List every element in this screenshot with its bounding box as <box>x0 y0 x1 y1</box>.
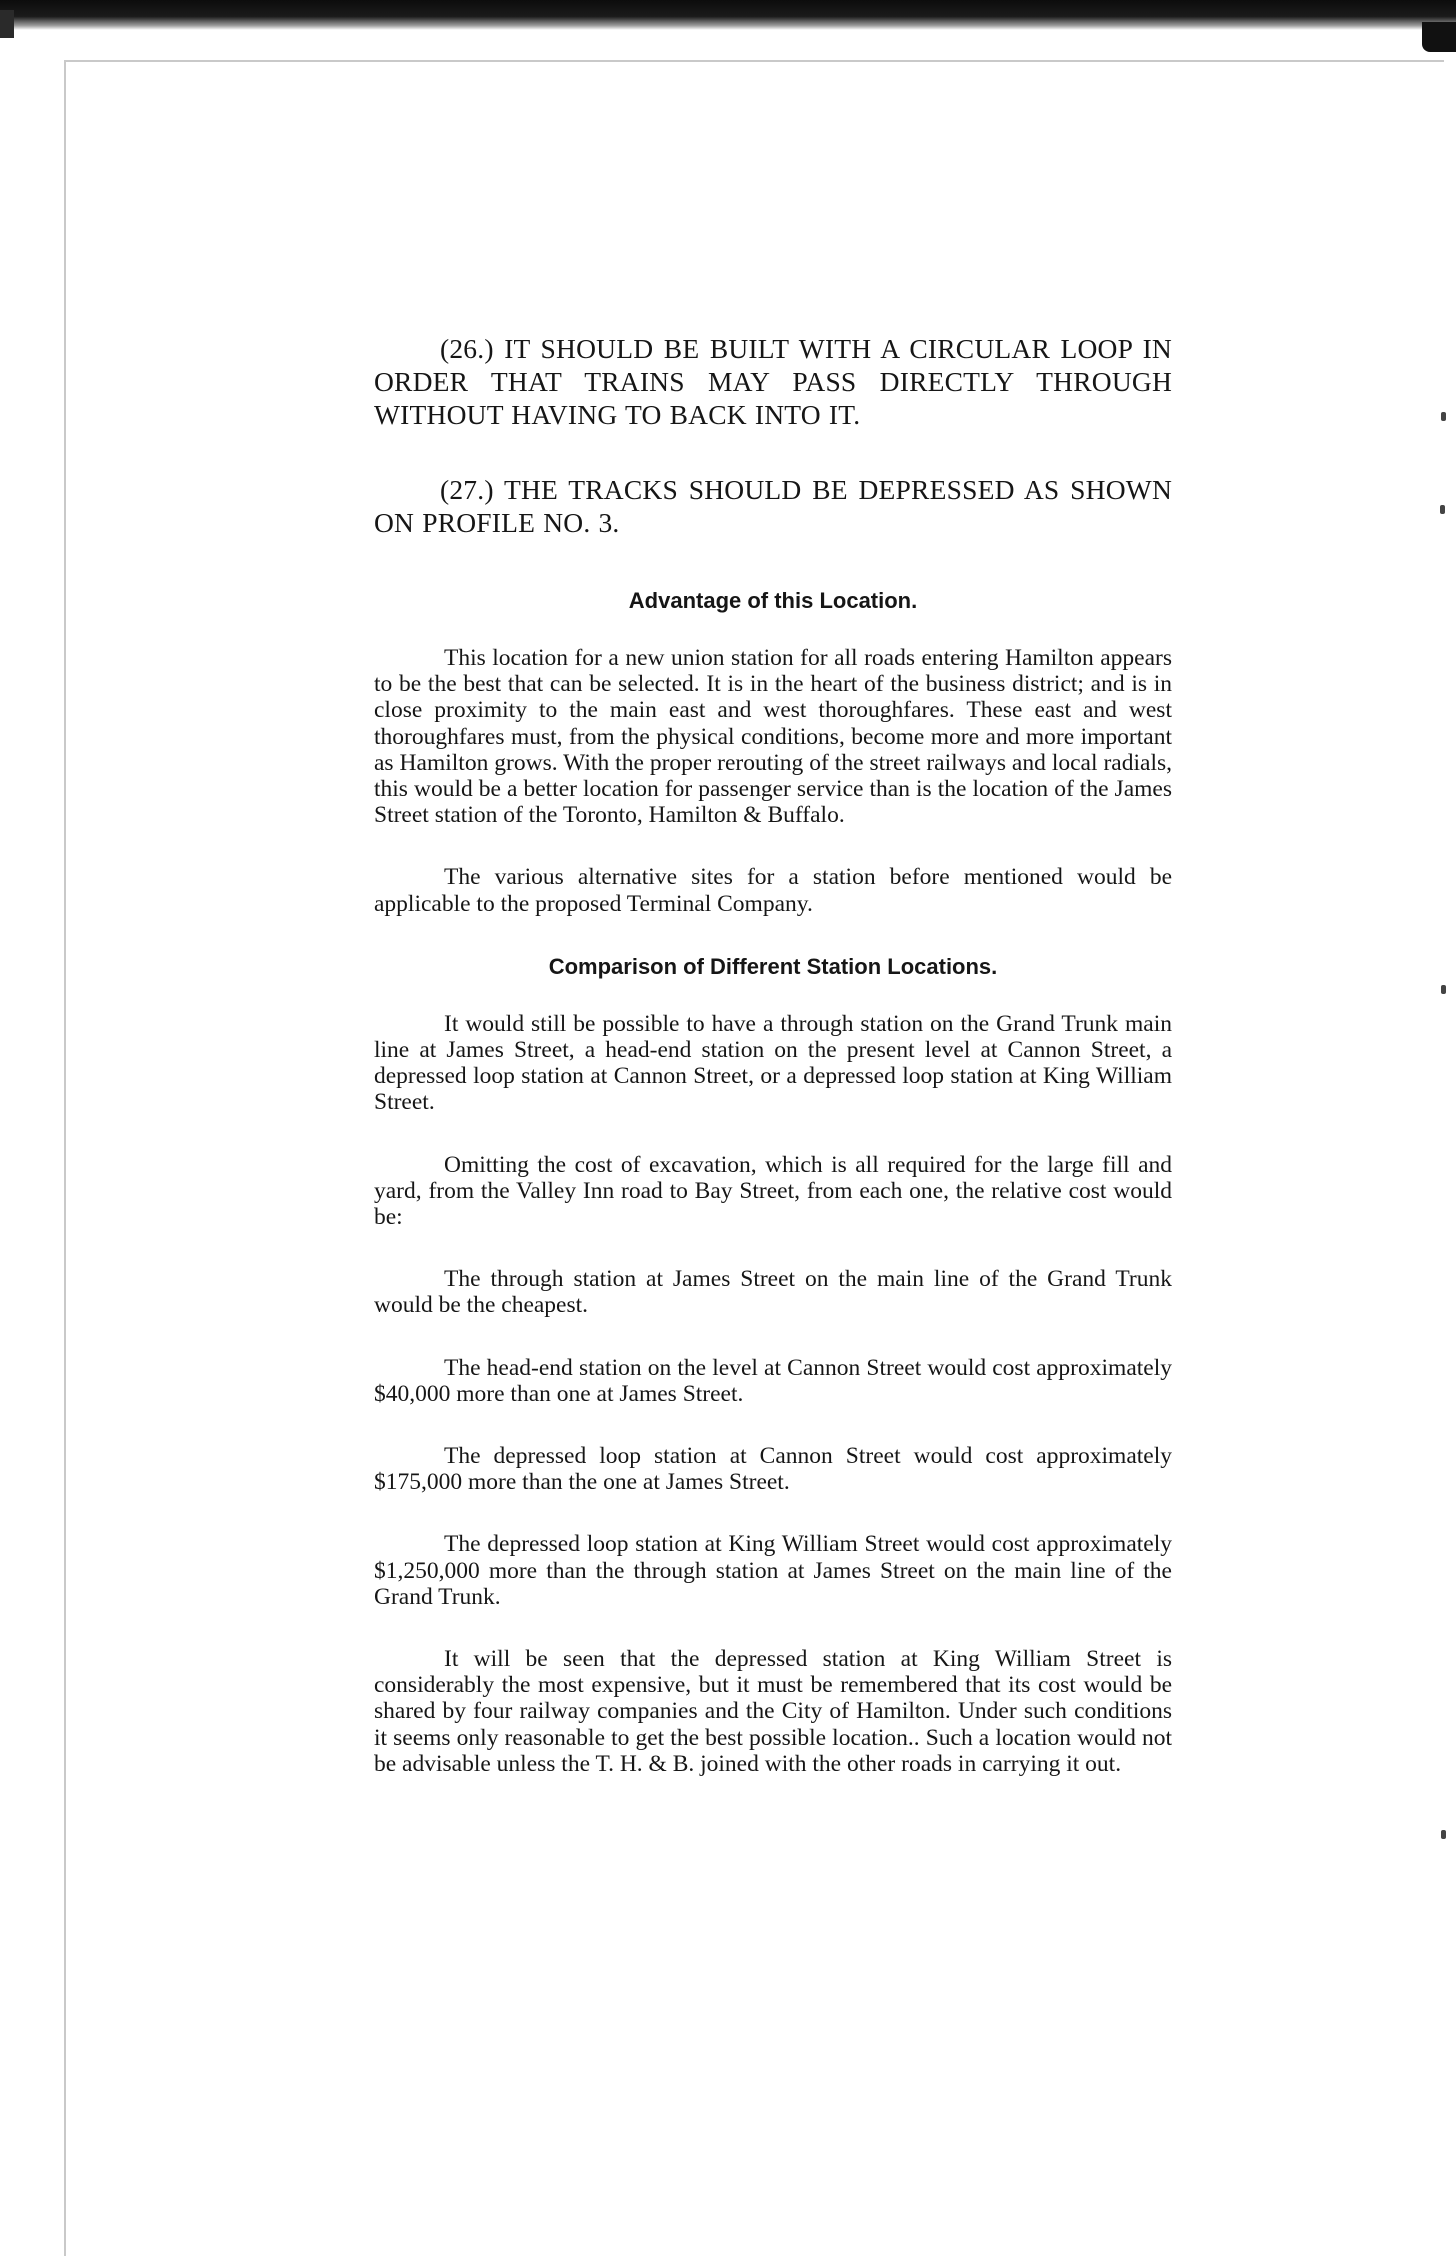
scan-edge-mark <box>0 10 14 38</box>
page-text <box>374 332 1172 1813</box>
scan-speck <box>1441 1830 1446 1839</box>
comparison-paragraph-5: The depressed loop station at Cannon Street would cost approximately $175,000 more than the one at James Street. <box>374 1443 1172 1496</box>
heading-advantage: Advantage of this Location. <box>628 588 918 613</box>
advantage-paragraph-2: The various alternative sites for a station before mentioned would be applicable to the proposed Terminal Company. <box>374 864 1172 917</box>
comparison-paragraph-3: The through station at James Street on the main line of the Grand Trunk would be the cheapest. <box>374 1266 1172 1319</box>
comparison-paragraph-1: It would still be possible to have a through station on the Grand Trunk main line at James Street, a head-end station on the present level at Cannon Street, a depressed loop station at Cannon Street, or a depressed loop station at King William Street. <box>374 1010 1172 1116</box>
scan-speck <box>1440 505 1445 514</box>
paragraph-27: (27.) THE TRACKS SHOULD BE DEPRESSED AS SHOWN ON PROFILE NO. 3. <box>374 474 1172 538</box>
advantage-paragraph-1: This location for a new union station for all roads entering Hamilton appears to be the best that can be selected. It is in the heart of the business district; and is in close proximity to the main east and west thoroughfares. These east and west thoroughfares must, from the physical conditions, become more and more important as Hamilton grows. With the proper rerouting of the street railways and local radials, this would be a better location for passenger service than is the location of the James Street station of the Toronto, Hamilton & Buffalo. <box>374 645 1172 829</box>
scan-speck <box>1441 412 1446 421</box>
comparison-paragraph-2: Omitting the cost of excavation, which is all required for the large fill and yard, from the Valley Inn road to Bay Street, from each one, the relative cost would be: <box>374 1151 1172 1231</box>
heading-comparison: Comparison of Different Station Locations. <box>548 953 998 979</box>
comparison-paragraph-4: The head-end station on the level at Cannon Street would cost approximately $40,000 more than one at James Street. <box>374 1354 1172 1407</box>
scan-speck <box>1441 985 1446 994</box>
comparison-paragraph-7: It will be seen that the depressed station at King William Street is considerably the most expensive, but it must be remembered that its cost would be shared by four railway companies and the City of Hamilton. Under such conditions it seems only reasonable to get the best possible location.. Such a location would not be advisable unless the T. H. & B. joined with the other roads in carrying it out. <box>374 1646 1172 1777</box>
paragraph-26: (26.) IT SHOULD BE BUILT WITH A CIRCULAR LOOP IN ORDER THAT TRAINS MAY PASS DIRECTLY THROUGH WITHOUT HAVING TO BACK INTO IT. <box>374 333 1172 430</box>
scan-edge-corner <box>1422 22 1456 52</box>
scan-edge-top <box>0 0 1456 30</box>
comparison-paragraph-6: The depressed loop station at King William Street would cost approximately $1,250,000 more than the through station at James Street on the main line of the Grand Trunk. <box>374 1531 1172 1610</box>
